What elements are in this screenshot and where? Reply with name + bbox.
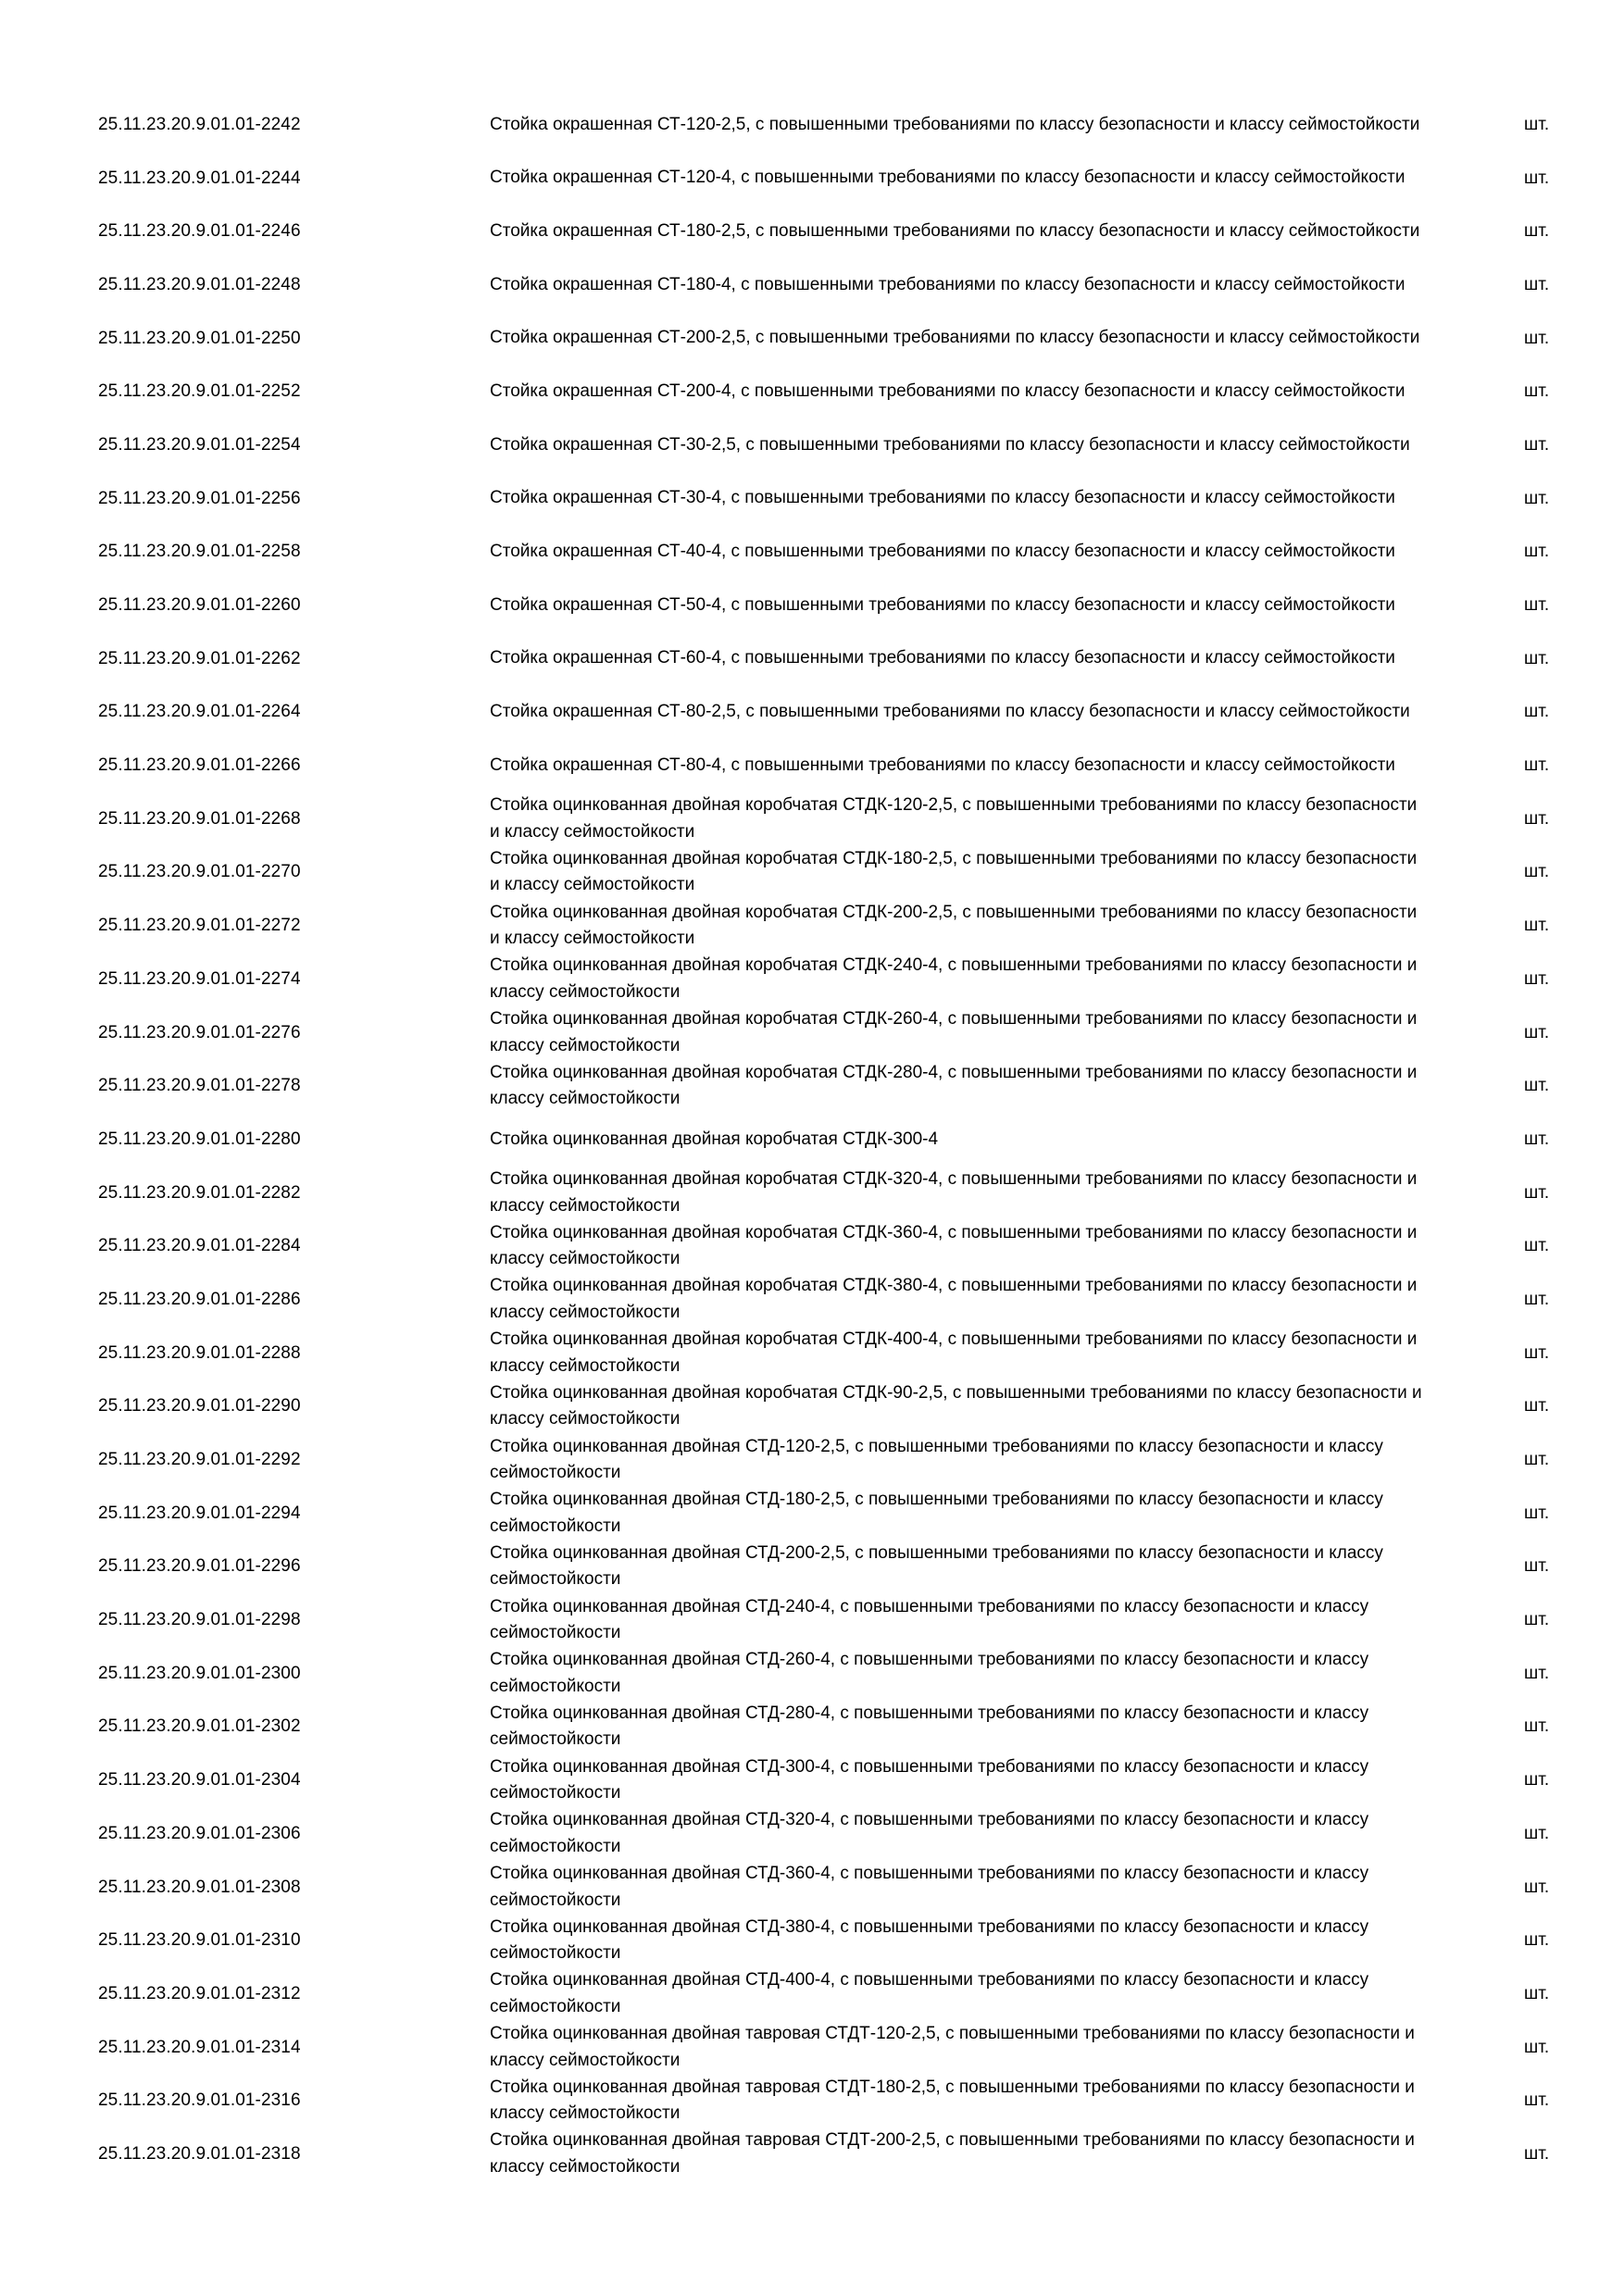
resource-description-text: Стойка оцинкованная двойная СТД-380-4, с повышенными требованиями по классу безопасности и классу сеймостойкости (490, 1916, 1369, 1964)
resource-description-text: Стойка окрашенная СТ-180-2,5, с повышенными требованиями по классу безопасности и классу сеймостойкости (490, 220, 1420, 241)
unit-of-measure: шт. (1524, 808, 1550, 829)
resource-description (490, 418, 1425, 472)
resource-description (490, 152, 1425, 206)
resource-description (490, 686, 1425, 740)
unit-of-measure: шт. (1524, 702, 1550, 722)
resource-code: 25.11.23.20.9.01.01-2266 (98, 755, 301, 776)
resource-description-text: Стойка окрашенная СТ-50-4, с повышенными требованиями по классу безопасности и классу сеймостойкости (490, 594, 1395, 615)
table-row (0, 312, 1624, 366)
unit-of-measure: шт. (1524, 114, 1550, 134)
resource-description-text: Стойка оцинкованная двойная СТД-360-4, с повышенными требованиями по классу безопасности и классу сеймостойкости (490, 1864, 1369, 1910)
unit-of-measure: шт. (1524, 381, 1550, 402)
table-row (0, 953, 1624, 1006)
unit-of-measure: шт. (1524, 274, 1550, 294)
resource-description-text: Стойка оцинкованная двойная СТД-280-4, с повышенными требованиями по классу безопасности и классу сеймостойкости (490, 1703, 1369, 1750)
resource-code: 25.11.23.20.9.01.01-2284 (98, 1236, 301, 1256)
resource-code: 25.11.23.20.9.01.01-2304 (98, 1770, 301, 1791)
unit-of-measure: шт. (1524, 1930, 1550, 1951)
unit-of-measure: шт. (1524, 1182, 1550, 1203)
resource-description-text: Стойка оцинкованная двойная коробчатая СТДК-300-4 (490, 1129, 939, 1149)
resource-description-text: Стойка оцинкованная двойная коробчатая СТДК-240-4, с повышенными требованиями по классу безопасности и классу сеймостойкости (490, 955, 1418, 1002)
table-row (0, 258, 1624, 312)
table-row (0, 472, 1624, 526)
unit-of-measure: шт. (1524, 1129, 1550, 1149)
unit-of-measure: шт. (1524, 168, 1550, 188)
table-row (0, 1967, 1624, 2021)
table-row (0, 1541, 1624, 1594)
resource-code: 25.11.23.20.9.01.01-2318 (98, 2143, 301, 2164)
table-row (0, 1219, 1624, 1273)
resource-description (490, 1273, 1425, 1327)
resource-code: 25.11.23.20.9.01.01-2288 (98, 1342, 301, 1363)
resource-description-text: Стойка окрашенная СТ-120-2,5, с повышенными требованиями по классу безопасности и классу сеймостойкости (490, 114, 1420, 134)
table-row (0, 418, 1624, 472)
table-row (0, 792, 1624, 846)
resource-code: 25.11.23.20.9.01.01-2268 (98, 808, 301, 829)
resource-description-text: Стойка окрашенная СТ-200-2,5, с повышенными требованиями по классу безопасности и классу сеймостойкости (490, 328, 1420, 348)
unit-of-measure: шт. (1524, 648, 1550, 668)
unit-of-measure: шт. (1524, 916, 1550, 936)
resource-code: 25.11.23.20.9.01.01-2274 (98, 968, 301, 989)
resource-description-text: Стойка окрашенная СТ-40-4, с повышенными требованиями по классу безопасности и классу сеймостойкости (490, 542, 1395, 562)
resource-code: 25.11.23.20.9.01.01-2258 (98, 542, 301, 562)
resource-description (490, 846, 1425, 900)
table-row (0, 2074, 1624, 2128)
resource-description (490, 792, 1425, 846)
unit-of-measure: шт. (1524, 862, 1550, 882)
table-row (0, 1753, 1624, 1807)
resource-description (490, 1380, 1425, 1434)
resource-description-text: Стойка оцинкованная двойная СТД-320-4, с повышенными требованиями по классу безопасности и классу сеймостойкости (490, 1810, 1369, 1856)
table-row (0, 1593, 1624, 1647)
unit-of-measure: шт. (1524, 2143, 1550, 2164)
resource-description-text: Стойка оцинкованная двойная коробчатая СТДК-380-4, с повышенными требованиями по классу безопасности и классу сеймостойкости (490, 1276, 1418, 1322)
resource-code: 25.11.23.20.9.01.01-2296 (98, 1556, 301, 1577)
resource-description-text: Стойка оцинкованная двойная СТД-260-4, с повышенными требованиями по классу безопасности и классу сеймостойкости (490, 1650, 1369, 1696)
resource-code: 25.11.23.20.9.01.01-2280 (98, 1129, 301, 1149)
resource-description-text: Стойка окрашенная СТ-200-4, с повышенными требованиями по классу безопасности и классу сеймостойкости (490, 381, 1405, 402)
resource-code: 25.11.23.20.9.01.01-2272 (98, 916, 301, 936)
resource-description (490, 526, 1425, 580)
resource-code: 25.11.23.20.9.01.01-2290 (98, 1396, 301, 1416)
table-row (0, 1167, 1624, 1220)
unit-of-measure: шт. (1524, 2090, 1550, 2111)
resource-code: 25.11.23.20.9.01.01-2298 (98, 1610, 301, 1630)
resource-description-text: Стойка оцинкованная двойная коробчатая СТДК-400-4, с повышенными требованиями по классу безопасности и классу сеймостойкости (490, 1329, 1418, 1376)
table-row (0, 526, 1624, 580)
unit-of-measure: шт. (1524, 221, 1550, 242)
table-row (0, 1914, 1624, 1967)
resource-code: 25.11.23.20.9.01.01-2260 (98, 595, 301, 616)
resource-code: 25.11.23.20.9.01.01-2252 (98, 381, 301, 402)
resource-description (490, 2128, 1425, 2181)
table-row (0, 1113, 1624, 1167)
resource-description-text: Стойка оцинкованная двойная тавровая СТДТ-180-2,5, с повышенными требованиями по классу безопасности и классу сеймостойкости (490, 2077, 1415, 2124)
resource-description (490, 472, 1425, 526)
unit-of-measure: шт. (1524, 1770, 1550, 1791)
resource-description (490, 98, 1425, 152)
table-row (0, 686, 1624, 740)
unit-of-measure: шт. (1524, 1663, 1550, 1683)
resource-description (490, 1861, 1425, 1915)
resource-description (490, 1593, 1425, 1647)
resource-code: 25.11.23.20.9.01.01-2300 (98, 1663, 301, 1683)
table-row (0, 632, 1624, 686)
resource-description-text: Стойка оцинкованная двойная коробчатая СТДК-320-4, с повышенными требованиями по классу безопасности и классу сеймостойкости (490, 1169, 1418, 1216)
resource-description-text: Стойка оцинкованная двойная тавровая СТДТ-120-2,5, с повышенными требованиями по классу безопасности и классу сеймостойкости (490, 2024, 1415, 2070)
table-row (0, 1647, 1624, 1701)
resource-code: 25.11.23.20.9.01.01-2250 (98, 328, 301, 348)
unit-of-measure: шт. (1524, 1503, 1550, 1523)
resource-description (490, 1487, 1425, 1541)
table-row (0, 98, 1624, 152)
unit-of-measure: шт. (1524, 1450, 1550, 1470)
resource-description-text: Стойка оцинкованная двойная СТД-300-4, с повышенными требованиями по классу безопасности и классу сеймостойкости (490, 1756, 1369, 1803)
resource-description-text: Стойка оцинкованная двойная тавровая СТДТ-200-2,5, с повышенными требованиями по классу безопасности и классу сеймостойкости (490, 2130, 1415, 2177)
resource-code: 25.11.23.20.9.01.01-2278 (98, 1076, 301, 1096)
resource-table (0, 98, 1624, 2181)
table-row (0, 1059, 1624, 1113)
resource-description (490, 312, 1425, 366)
table-row (0, 1327, 1624, 1380)
resource-description-text: Стойка окрашенная СТ-30-2,5, с повышенными требованиями по классу безопасности и классу сеймостойкости (490, 434, 1410, 455)
unit-of-measure: шт. (1524, 1556, 1550, 1577)
resource-description (490, 258, 1425, 312)
resource-description (490, 1701, 1425, 1754)
resource-description-text: Стойка окрашенная СТ-80-4, с повышенными требованиями по классу безопасности и классу сеймостойкости (490, 755, 1395, 775)
resource-description (490, 899, 1425, 953)
resource-description (490, 2021, 1425, 2075)
resource-description-text: Стойка оцинкованная двойная СТД-200-2,5, с повышенными требованиями по классу безопасности и классу сеймостойкости (490, 1542, 1383, 1590)
unit-of-measure: шт. (1524, 1877, 1550, 1897)
resource-code: 25.11.23.20.9.01.01-2254 (98, 434, 301, 455)
resource-code: 25.11.23.20.9.01.01-2282 (98, 1182, 301, 1203)
table-row (0, 365, 1624, 418)
table-row (0, 739, 1624, 792)
resource-code: 25.11.23.20.9.01.01-2308 (98, 1877, 301, 1897)
unit-of-measure: шт. (1524, 488, 1550, 508)
resource-description-text: Стойка оцинкованная двойная коробчатая СТДК-180-2,5, с повышенными требованиями по классу безопасности и классу сеймостойкости (490, 848, 1418, 895)
unit-of-measure: шт. (1524, 1342, 1550, 1363)
unit-of-measure: шт. (1524, 542, 1550, 562)
unit-of-measure: шт. (1524, 1396, 1550, 1416)
resource-description (490, 2074, 1425, 2128)
resource-code: 25.11.23.20.9.01.01-2316 (98, 2090, 301, 2111)
table-row (0, 1861, 1624, 1915)
unit-of-measure: шт. (1524, 328, 1550, 348)
resource-description (490, 1219, 1425, 1273)
resource-description (490, 1914, 1425, 1967)
resource-description (490, 1967, 1425, 2021)
table-row (0, 846, 1624, 900)
table-row (0, 1380, 1624, 1434)
resource-code: 25.11.23.20.9.01.01-2286 (98, 1289, 301, 1309)
resource-description-text: Стойка оцинкованная двойная коробчатая СТДК-360-4, с повышенными требованиями по классу безопасности и классу сеймостойкости (490, 1222, 1418, 1269)
resource-description (490, 739, 1425, 792)
unit-of-measure: шт. (1524, 1823, 1550, 1843)
resource-description (490, 1753, 1425, 1807)
resource-description (490, 1433, 1425, 1487)
resource-code: 25.11.23.20.9.01.01-2314 (98, 2037, 301, 2057)
resource-description-text: Стойка оцинкованная двойная коробчатая СТДК-120-2,5, с повышенными требованиями по классу безопасности и классу сеймостойкости (490, 795, 1418, 842)
unit-of-measure: шт. (1524, 1236, 1550, 1256)
table-row (0, 205, 1624, 258)
resource-description (490, 1167, 1425, 1220)
resource-description (490, 632, 1425, 686)
unit-of-measure: шт. (1524, 1610, 1550, 1630)
resource-description (490, 205, 1425, 258)
resource-description-text: Стойка оцинкованная двойная СТД-180-2,5, с повышенными требованиями по классу безопасности и классу сеймостойкости (490, 1490, 1383, 1536)
resource-description (490, 1327, 1425, 1380)
resource-description-text: Стойка оцинкованная двойная коробчатая СТДК-260-4, с повышенными требованиями по классу безопасности и классу сеймостойкости (490, 1009, 1418, 1055)
unit-of-measure: шт. (1524, 1289, 1550, 1309)
unit-of-measure: шт. (1524, 595, 1550, 616)
resource-description (490, 365, 1425, 418)
table-row (0, 152, 1624, 206)
resource-code: 25.11.23.20.9.01.01-2256 (98, 488, 301, 508)
resource-description-text: Стойка окрашенная СТ-60-4, с повышенными требованиями по классу безопасности и классу сеймостойкости (490, 648, 1395, 668)
table-row (0, 2021, 1624, 2075)
table-row (0, 579, 1624, 632)
resource-code: 25.11.23.20.9.01.01-2244 (98, 168, 301, 188)
resource-code: 25.11.23.20.9.01.01-2270 (98, 862, 301, 882)
unit-of-measure: шт. (1524, 968, 1550, 989)
resource-code: 25.11.23.20.9.01.01-2294 (98, 1503, 301, 1523)
resource-code: 25.11.23.20.9.01.01-2262 (98, 648, 301, 668)
resource-code: 25.11.23.20.9.01.01-2246 (98, 221, 301, 242)
resource-description (490, 1807, 1425, 1861)
resource-description (490, 1113, 1425, 1167)
resource-description (490, 953, 1425, 1006)
table-row (0, 1433, 1624, 1487)
unit-of-measure: шт. (1524, 2037, 1550, 2057)
resource-description (490, 1541, 1425, 1594)
table-row (0, 1701, 1624, 1754)
table-row (0, 1807, 1624, 1861)
resource-code: 25.11.23.20.9.01.01-2276 (98, 1022, 301, 1042)
resource-code: 25.11.23.20.9.01.01-2248 (98, 274, 301, 294)
unit-of-measure: шт. (1524, 755, 1550, 776)
resource-code: 25.11.23.20.9.01.01-2242 (98, 114, 301, 134)
resource-description-text: Стойка оцинкованная двойная СТД-400-4, с повышенными требованиями по классу безопасности и классу сеймостойкости (490, 1970, 1369, 2016)
unit-of-measure: шт. (1524, 1076, 1550, 1096)
resource-description (490, 1006, 1425, 1060)
table-row (0, 899, 1624, 953)
resource-description-text: Стойка оцинкованная двойная коробчатая СТДК-200-2,5, с повышенными требованиями по классу безопасности и классу сеймостойкости (490, 902, 1418, 949)
resource-description-text: Стойка окрашенная СТ-80-2,5, с повышенными требованиями по классу безопасности и классу сеймостойкости (490, 702, 1410, 722)
resource-description-text: Стойка оцинкованная двойная коробчатая СТДК-90-2,5, с повышенными требованиями по классу безопасности и классу сеймостойкости (490, 1382, 1422, 1429)
unit-of-measure: шт. (1524, 1022, 1550, 1042)
resource-code: 25.11.23.20.9.01.01-2306 (98, 1823, 301, 1843)
table-row (0, 2128, 1624, 2181)
resource-description-text: Стойка оцинкованная двойная СТД-240-4, с повышенными требованиями по классу безопасности и классу сеймостойкости (490, 1596, 1369, 1643)
resource-description-text: Стойка окрашенная СТ-30-4, с повышенными требованиями по классу безопасности и классу сеймостойкости (490, 488, 1395, 508)
resource-description (490, 1059, 1425, 1113)
resource-description (490, 1647, 1425, 1701)
unit-of-measure: шт. (1524, 1716, 1550, 1737)
table-row (0, 1006, 1624, 1060)
resource-code: 25.11.23.20.9.01.01-2310 (98, 1930, 301, 1951)
unit-of-measure: шт. (1524, 1983, 1550, 2003)
resource-description-text: Стойка оцинкованная двойная коробчатая СТДК-280-4, с повышенными требованиями по классу безопасности и классу сеймостойкости (490, 1062, 1418, 1109)
resource-description-text: Стойка окрашенная СТ-180-4, с повышенными требованиями по классу безопасности и классу сеймостойкости (490, 274, 1405, 294)
resource-code: 25.11.23.20.9.01.01-2264 (98, 702, 301, 722)
resource-code: 25.11.23.20.9.01.01-2312 (98, 1983, 301, 2003)
resource-code: 25.11.23.20.9.01.01-2302 (98, 1716, 301, 1737)
table-row (0, 1273, 1624, 1327)
resource-code: 25.11.23.20.9.01.01-2292 (98, 1450, 301, 1470)
table-row (0, 1487, 1624, 1541)
resource-description (490, 579, 1425, 632)
resource-description-text: Стойка окрашенная СТ-120-4, с повышенными требованиями по классу безопасности и классу сеймостойкости (490, 168, 1405, 188)
unit-of-measure: шт. (1524, 434, 1550, 455)
resource-description-text: Стойка оцинкованная двойная СТД-120-2,5, с повышенными требованиями по классу безопасности и классу сеймостойкости (490, 1436, 1383, 1483)
